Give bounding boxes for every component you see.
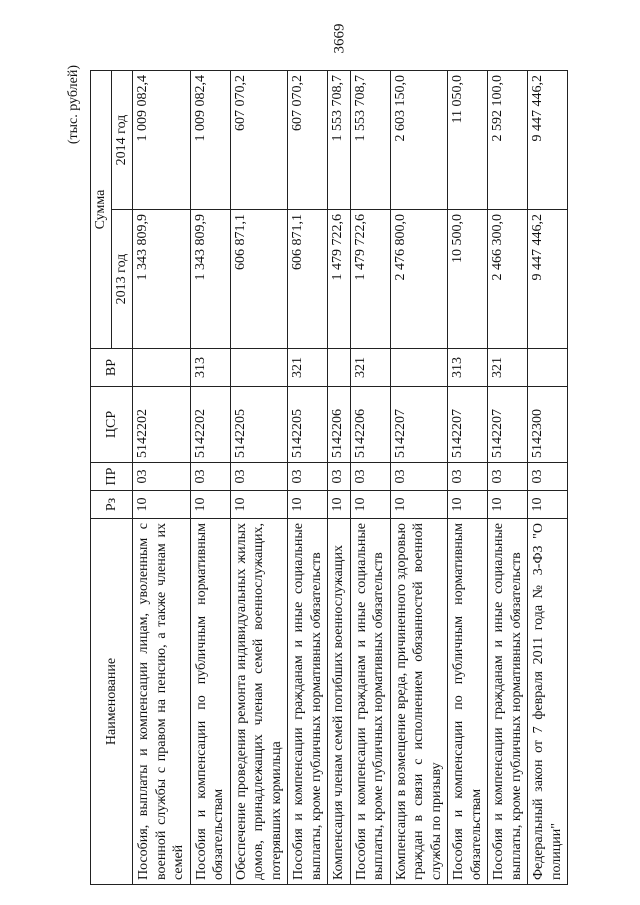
table-row <box>133 71 191 885</box>
cell-vr <box>230 349 288 387</box>
header-2014: 2014 год <box>112 71 133 210</box>
cell-2014: 2 603 150,0 <box>390 71 448 210</box>
cell-name: Пособия и компенсации гражданам и иные социальные выплаты, кроме публичных нормативных обязательств <box>350 519 390 885</box>
table-row <box>190 71 230 885</box>
cell-name: Пособия, выплаты и компенсации лицам, уволенным с военной службы с правом на пенсию, а также членам их семей <box>133 519 191 885</box>
cell-vr: 321 <box>350 349 390 387</box>
cell-2014: 9 447 446,2 <box>528 71 568 210</box>
cell-name: Обеспечение проведения ремонта индивидуальных жилых домов, принадлежащих членам семей военнослужащих, потерявших кормильца <box>230 519 288 885</box>
cell-pr: 03 <box>230 463 288 491</box>
cell-rz: 10 <box>350 491 390 519</box>
cell-csr: 5142206 <box>328 387 351 463</box>
cell-csr: 5142207 <box>390 387 448 463</box>
table-row <box>448 71 488 885</box>
cell-vr: 321 <box>288 349 328 387</box>
header-csr: ЦСР <box>91 387 133 463</box>
table-row <box>488 71 528 885</box>
cell-csr: 5142206 <box>350 387 390 463</box>
header-name: Наименование <box>91 519 133 885</box>
cell-2013: 1 343 809,9 <box>190 210 230 349</box>
table-row <box>390 71 448 885</box>
cell-rz: 10 <box>230 491 288 519</box>
cell-2014: 2 592 100,0 <box>488 71 528 210</box>
rotated-document <box>66 65 564 885</box>
cell-rz: 10 <box>448 491 488 519</box>
cell-2014: 11 050,0 <box>448 71 488 210</box>
table-row <box>230 71 288 885</box>
cell-vr <box>133 349 191 387</box>
cell-rz: 10 <box>133 491 191 519</box>
cell-2014: 1 009 082,4 <box>133 71 191 210</box>
cell-csr: 5142207 <box>448 387 488 463</box>
cell-2014: 607 070,2 <box>230 71 288 210</box>
header-2013: 2013 год <box>112 210 133 349</box>
cell-name: Компенсация в возмещение вреда, причиненного здоровью граждан в связи с исполнением обязанностей военной службы по призыву <box>390 519 448 885</box>
cell-2014: 1 009 082,4 <box>190 71 230 210</box>
cell-rz: 10 <box>488 491 528 519</box>
cell-pr: 03 <box>133 463 191 491</box>
cell-vr: 321 <box>488 349 528 387</box>
header-rz: Рз <box>91 491 133 519</box>
cell-pr: 03 <box>448 463 488 491</box>
cell-pr: 03 <box>488 463 528 491</box>
table-row <box>328 71 351 885</box>
budget-table <box>90 70 568 885</box>
cell-2013: 2 466 300,0 <box>488 210 528 349</box>
cell-pr: 03 <box>390 463 448 491</box>
table-row <box>288 71 328 885</box>
cell-2014: 607 070,2 <box>288 71 328 210</box>
cell-2013: 606 871,1 <box>288 210 328 349</box>
cell-2014: 1 553 708,7 <box>350 71 390 210</box>
page-number: 3669 <box>331 23 348 54</box>
cell-csr: 5142202 <box>190 387 230 463</box>
cell-vr: 313 <box>448 349 488 387</box>
cell-rz: 10 <box>390 491 448 519</box>
cell-pr: 03 <box>328 463 351 491</box>
cell-rz: 10 <box>288 491 328 519</box>
header-sum: Сумма <box>91 71 112 349</box>
cell-rz: 10 <box>190 491 230 519</box>
cell-2013: 1 479 722,6 <box>328 210 351 349</box>
header-pr: ПР <box>91 463 133 491</box>
cell-2013: 1 479 722,6 <box>350 210 390 349</box>
cell-csr: 5142202 <box>133 387 191 463</box>
cell-csr: 5142207 <box>488 387 528 463</box>
cell-pr: 03 <box>190 463 230 491</box>
cell-2013: 606 871,1 <box>230 210 288 349</box>
cell-name: Пособия и компенсации по публичным нормативным обязательствам <box>448 519 488 885</box>
cell-csr: 5142205 <box>288 387 328 463</box>
header-row-1 <box>91 71 112 885</box>
cell-2014: 1 553 708,7 <box>328 71 351 210</box>
cell-vr: 313 <box>190 349 230 387</box>
unit-note: (тыс. рублей) <box>66 65 81 145</box>
cell-name: Компенсация членам семей погибших военнослужащих <box>328 519 351 885</box>
cell-2013: 1 343 809,9 <box>133 210 191 349</box>
cell-rz: 10 <box>328 491 351 519</box>
cell-pr: 03 <box>350 463 390 491</box>
cell-csr: 5142300 <box>528 387 568 463</box>
cell-rz: 10 <box>528 491 568 519</box>
cell-name: Федеральный закон от 7 февраля 2011 года № 3-ФЗ "О полиции" <box>528 519 568 885</box>
cell-vr <box>390 349 448 387</box>
cell-pr: 03 <box>528 463 568 491</box>
cell-name: Пособия и компенсации по публичным нормативным обязательствам <box>190 519 230 885</box>
cell-name: Пособия и компенсации гражданам и иные социальные выплаты, кроме публичных нормативных обязательств <box>288 519 328 885</box>
table-body <box>133 71 568 885</box>
cell-2013: 9 447 446,2 <box>528 210 568 349</box>
table-row <box>350 71 390 885</box>
cell-vr <box>328 349 351 387</box>
cell-pr: 03 <box>288 463 328 491</box>
cell-name: Пособия и компенсации гражданам и иные социальные выплаты, кроме публичных нормативных обязательств <box>488 519 528 885</box>
header-vr: ВР <box>91 349 133 387</box>
cell-2013: 10 500,0 <box>448 210 488 349</box>
cell-2013: 2 476 800,0 <box>390 210 448 349</box>
table-row <box>528 71 568 885</box>
cell-vr <box>528 349 568 387</box>
cell-csr: 5142205 <box>230 387 288 463</box>
